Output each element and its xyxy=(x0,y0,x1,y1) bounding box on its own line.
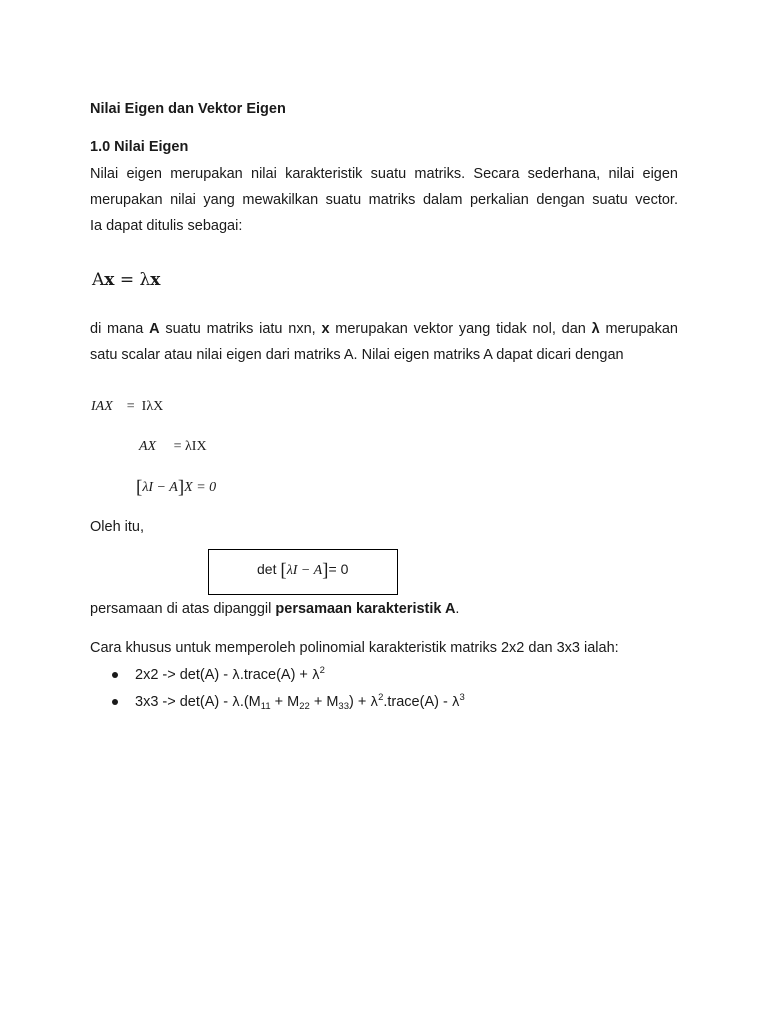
bold-A: A xyxy=(149,321,160,337)
derivation-step-1: IAX = IλX xyxy=(91,399,164,414)
intro-line: Nilai eigen merupakan nilai karakteristik suatu matriks. Secara sederhana, nilai eigen xyxy=(90,166,678,182)
list-item: 2x2 -> det(A) - λ.trace(A) + $\lambda^2$ xyxy=(90,664,465,691)
list-item: $3x3 -> \det(A) - \lambda.(M_{11} + M_{22} + M_{33})$ + $\lambda^2.trace(A) - \lambda^3$ xyxy=(90,691,465,718)
derivation-step-2: AX = λIX xyxy=(139,439,207,454)
characteristic-equation-text: persamaan di atas dipanggil persamaan karakteristik A. xyxy=(90,601,460,617)
determinant-equation: det [λI − A]= 0 xyxy=(257,560,349,581)
oleh-itu-text: Oleh itu, xyxy=(90,519,144,535)
bullet-icon xyxy=(112,699,118,705)
cara-khusus-text: Cara khusus untuk memperoleh polinomial karakteristik matriks 2x2 dan 3x3 ialah: xyxy=(90,640,619,656)
characteristic-bold: persamaan karakteristik A xyxy=(275,601,456,617)
bold-x: x xyxy=(321,321,330,337)
lambda-symbol: λ xyxy=(139,270,151,290)
eigen-equation xyxy=(92,270,160,290)
equals-sign: = xyxy=(119,270,135,290)
matrix-symbol: A xyxy=(92,270,105,290)
bold-lambda: λ xyxy=(591,321,600,337)
vector-symbol: x xyxy=(150,270,161,290)
definition-line: satu scalar atau nilai eigen dari matriks A. Nilai eigen matriks A dapat dicari dengan xyxy=(90,347,624,363)
section-heading: 1.0 Nilai Eigen xyxy=(90,139,189,155)
document-title: Nilai Eigen dan Vektor Eigen xyxy=(90,101,286,117)
derivation-step-3: [λI − A]X = 0 xyxy=(136,477,217,498)
intro-line: Ia dapat ditulis sebagai: xyxy=(90,218,243,234)
intro-line: merupakan nilai yang mewakilkan suatu matriks dalam perkalian dengan suatu vector. xyxy=(90,192,678,208)
vector-symbol: x xyxy=(104,270,115,290)
bullet-icon xyxy=(112,672,118,678)
determinant-box xyxy=(208,549,398,595)
definition-line: di mana A suatu matriks iatu nxn, x merupakan vektor yang tidak nol, dan λ merupakan xyxy=(90,321,678,337)
polynomial-list xyxy=(90,664,465,718)
definition-paragraph xyxy=(90,316,678,368)
intro-paragraph xyxy=(90,161,678,239)
